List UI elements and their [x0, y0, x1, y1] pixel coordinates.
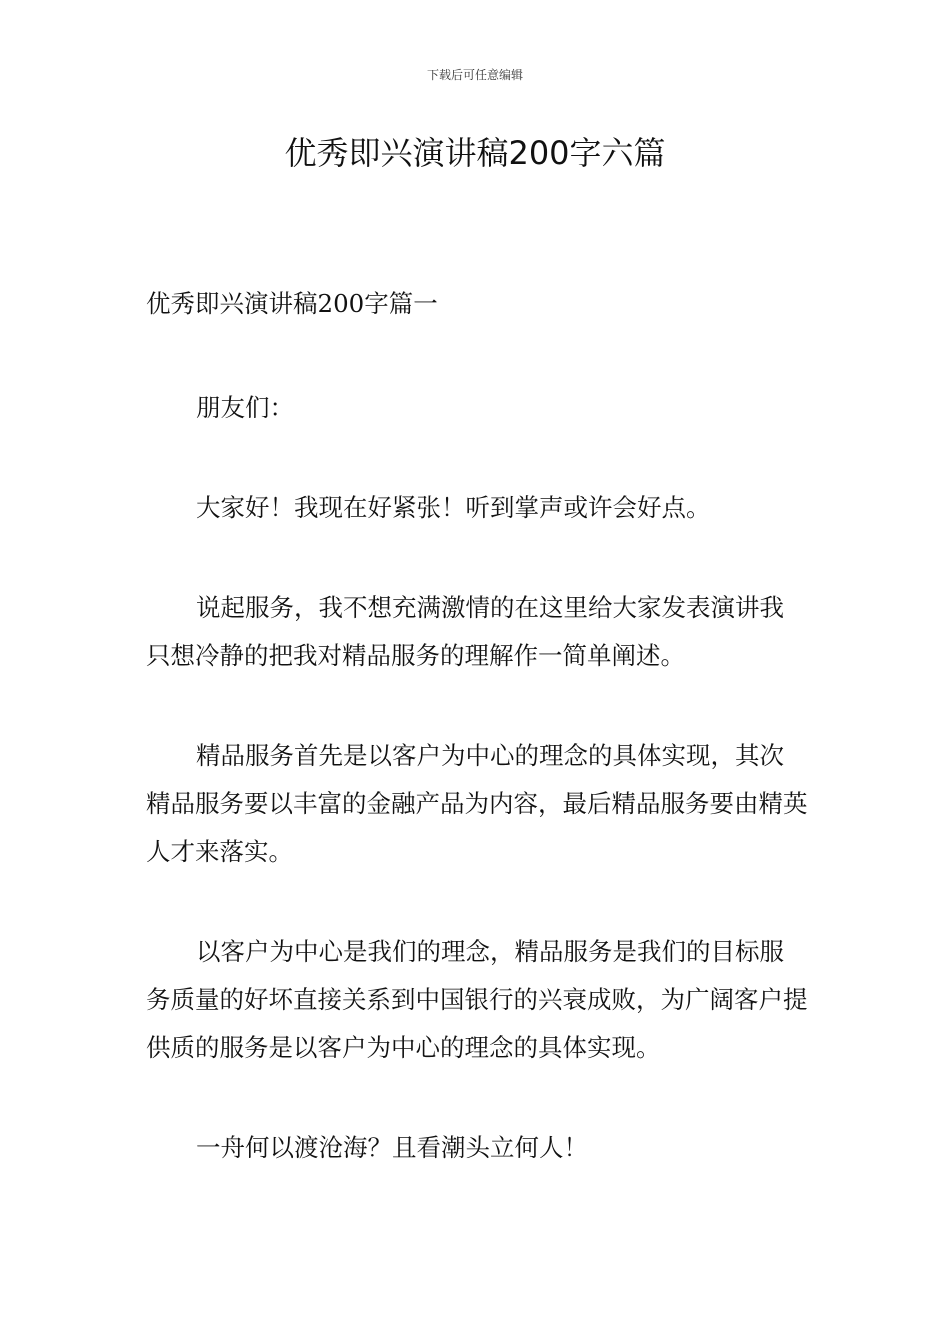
- section-heading: 优秀即兴演讲稿200字篇一: [146, 289, 438, 318]
- paragraph-service-definition: 精品服务首先是以客户为中心的理念的具体实现，其次精品服务要以丰富的金融产品为内容，最后精品服务要由精英人才来落实。: [146, 741, 808, 866]
- page-header-note: 下载后可任意编辑: [426, 68, 523, 82]
- paragraph-greeting: 朋友们：: [196, 393, 294, 422]
- paragraph-closing-verse: 一舟何以渡沧海？且看潮头立何人！: [196, 1133, 588, 1162]
- document-title: 优秀即兴演讲稿200字六篇: [284, 134, 666, 172]
- document-body: [146, 280, 808, 1224]
- paragraph-service-intro: 说起服务，我不想充满激情的在这里给大家发表演讲我只想冷静的把我对精品服务的理解作一简单阐述。: [146, 593, 784, 670]
- paragraph-customer-centric: 以客户为中心是我们的理念，精品服务是我们的目标服务质量的好坏直接关系到中国银行的兴衰成败，为广阔客户提供质的服务是以客户为中心的理念的具体实现。: [146, 937, 808, 1062]
- paragraph-opening: 大家好！我现在好紧张！听到掌声或许会好点。: [196, 493, 711, 522]
